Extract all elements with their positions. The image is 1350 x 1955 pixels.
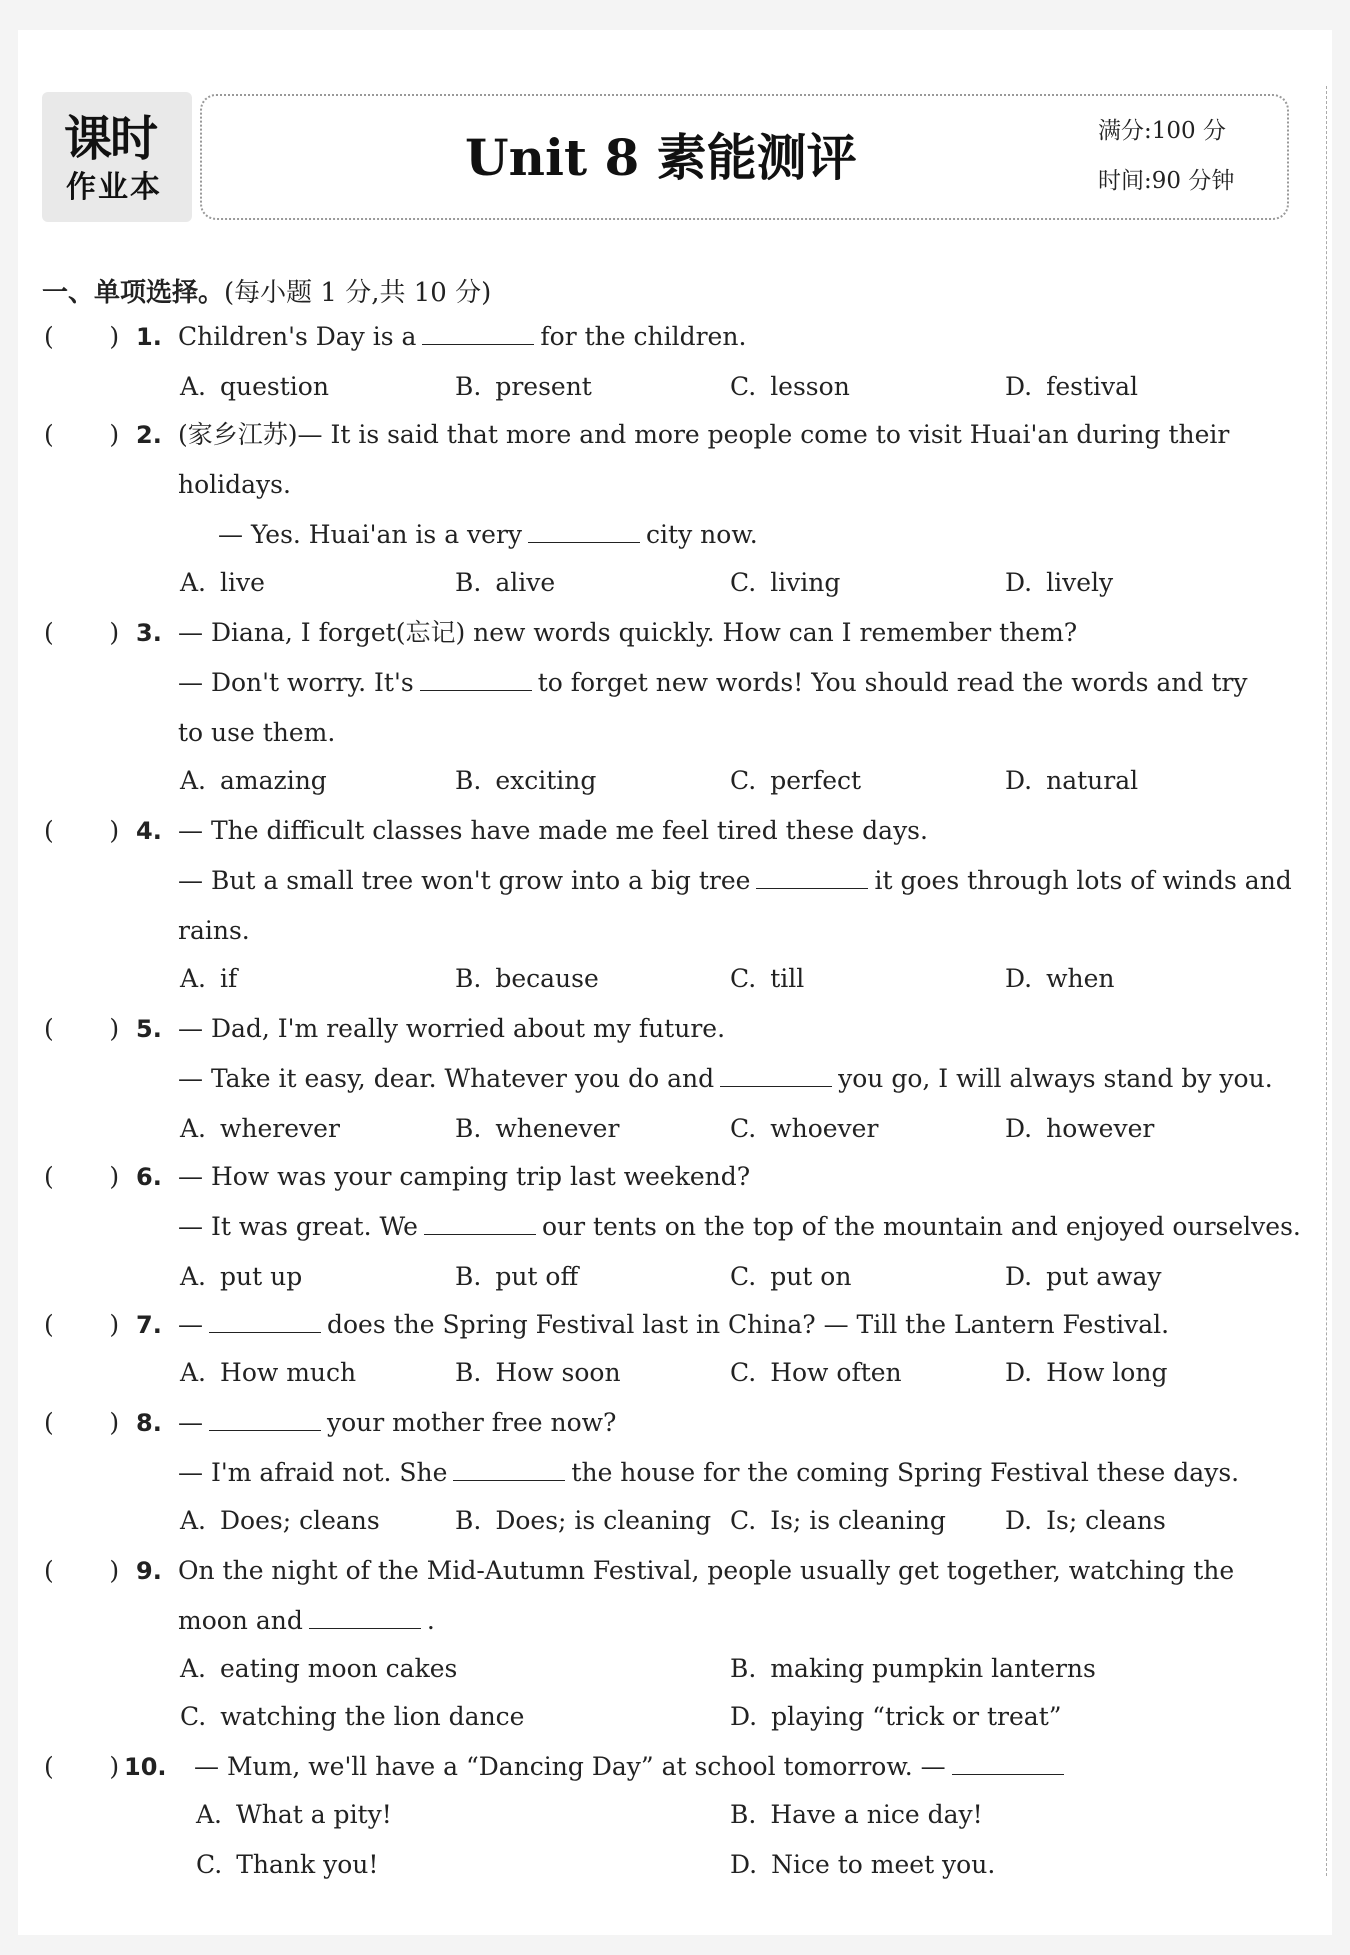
question-text-line [178,1014,725,1044]
option-letter: C. [730,766,757,795]
option-text: wherever [220,1114,340,1143]
answer-option[interactable] [1005,568,1113,598]
answer-option[interactable] [180,766,327,796]
option-letter: C. [180,1702,207,1731]
question-number: 7. [136,1311,162,1339]
answer-bracket[interactable]: ( ) [44,1408,120,1437]
answer-option[interactable] [180,372,329,402]
option-letter: D. [1005,1262,1033,1291]
question-text-after-blank: does the Spring Festival last in China? — Till the Lantern Festival. [327,1310,1170,1339]
question-text-line [178,420,1229,450]
answer-option[interactable] [730,766,861,796]
answer-bracket[interactable]: ( ) [44,1556,120,1585]
answer-blank[interactable] [720,1064,832,1087]
full-score: 满分:100 分 [1098,118,1226,144]
option-text: watching the lion dance [220,1702,525,1731]
option-letter: C. [730,568,757,597]
question-number: 9. [136,1557,162,1585]
question-text: — Yes. Huai'an is a very [218,520,523,549]
question-text: — Don't worry. It's [178,668,414,697]
question-text: moon and [178,1606,303,1635]
question-text: — Diana, I forget(忘记) new words quickly. How can I remember them? [178,618,1078,647]
option-letter: C. [196,1850,223,1879]
option-text: Have a nice day! [770,1800,983,1829]
question-text: to use them. [178,718,336,747]
answer-option[interactable] [455,372,592,402]
option-text: lesson [770,372,850,401]
option-letter: B. [455,766,482,795]
option-text: How long [1046,1358,1168,1387]
answer-option[interactable] [196,1800,392,1830]
question-text: — Take it easy, dear. Whatever you do and [178,1064,715,1093]
question-text: rains. [178,916,250,945]
option-letter: A. [180,1114,207,1143]
option-text: when [1046,964,1115,993]
answer-blank[interactable] [756,866,868,889]
option-text: What a pity! [236,1800,392,1829]
option-text: if [220,964,238,993]
answer-blank[interactable] [422,322,534,345]
logo-line1: 课时 [64,111,157,167]
option-letter: A. [180,1506,207,1535]
answer-option[interactable] [1005,372,1138,402]
margin-divider [1326,86,1327,1876]
option-text: whoever [770,1114,879,1143]
option-text: put away [1046,1262,1162,1291]
option-letter: D. [730,1702,758,1731]
answer-option[interactable] [730,1114,878,1144]
question-text-line [178,1408,616,1438]
option-text: put up [220,1262,303,1291]
question-number: 1. [136,323,162,351]
option-text: Does; is cleaning [495,1506,712,1535]
option-text: playing “trick or treat” [771,1702,1062,1731]
answer-bracket[interactable]: ( ) [44,1014,120,1043]
question-number: 3. [136,619,162,647]
option-letter: D. [1005,372,1033,401]
option-text: whenever [495,1114,620,1143]
question-text-line [178,1064,1273,1094]
question-text-line [178,1556,1234,1586]
question-text-line [218,520,758,550]
option-letter: B. [455,1358,482,1387]
option-letter: D. [1005,1358,1033,1387]
question-text-after-blank: for the children. [540,322,747,351]
option-text: Thank you! [236,1850,379,1879]
question-number: 6. [136,1163,162,1191]
option-letter: B. [455,372,482,401]
answer-option[interactable] [730,1262,851,1292]
option-text: live [220,568,265,597]
answer-option[interactable] [730,568,840,598]
question-text-line [178,618,1077,648]
question-text-after-blank: our tents on the top of the mountain and enjoyed ourselves. [541,1212,1301,1241]
question-text: Children's Day is a [178,322,417,351]
answer-option[interactable] [455,766,596,796]
answer-option[interactable] [730,1358,902,1388]
question-text-line [178,1212,1301,1242]
option-text: amazing [220,766,327,795]
option-text: natural [1046,766,1139,795]
option-letter: A. [180,964,207,993]
option-text: however [1046,1114,1155,1143]
question-text-line [178,718,335,748]
answer-blank[interactable] [209,1310,321,1333]
option-letter: C. [730,372,757,401]
section-points: (每小题 1 分,共 10 分) [224,278,492,308]
option-letter: D. [1005,1506,1033,1535]
answer-option[interactable] [180,1358,356,1388]
answer-option[interactable] [1005,766,1138,796]
option-letter: C. [730,1506,757,1535]
option-letter: B. [455,568,482,597]
question-text-after-blank: to forget new words! You should read the words and try [537,668,1248,697]
option-text: making pumpkin lanterns [770,1654,1096,1683]
time-limit: 时间:90 分钟 [1098,168,1235,194]
option-letter: C. [730,1358,757,1387]
option-text: festival [1046,372,1139,401]
option-letter: D. [730,1850,758,1879]
question-text: — But a small tree won't grow into a big tree [178,866,751,895]
question-text-after-blank: you go, I will always stand by you. [838,1064,1273,1093]
option-text: put on [770,1262,852,1291]
option-text: eating moon cakes [220,1654,458,1683]
answer-option[interactable] [455,1114,619,1144]
answer-option[interactable] [455,1506,711,1536]
question-text-line [178,322,746,352]
question-text-after-blank: your mother free now? [327,1408,617,1437]
answer-option[interactable] [196,1850,378,1880]
answer-option[interactable] [730,1800,983,1830]
option-text: Is; cleans [1046,1506,1166,1535]
question-text-line [194,1752,1070,1782]
answer-bracket[interactable]: ( ) [44,322,120,351]
answer-bracket[interactable]: ( ) [44,1162,120,1191]
answer-blank[interactable] [952,1752,1064,1775]
answer-blank[interactable] [528,520,640,543]
option-letter: A. [180,1654,207,1683]
answer-option[interactable] [180,1506,380,1536]
question-text-line [178,816,928,846]
answer-bracket[interactable]: ( ) [44,1752,120,1781]
answer-bracket[interactable]: ( ) [44,618,120,647]
option-text: put off [495,1262,579,1291]
answer-option[interactable] [1005,1114,1154,1144]
option-text: How soon [495,1358,621,1387]
option-letter: B. [455,1262,482,1291]
question-text: — [178,1408,203,1437]
option-text: alive [495,568,556,597]
answer-blank[interactable] [209,1408,321,1431]
answer-option[interactable] [455,964,599,994]
option-letter: C. [730,1262,757,1291]
answer-option[interactable] [730,1702,1062,1732]
question-text: — It was great. We [178,1212,418,1241]
answer-option[interactable] [1005,1506,1166,1536]
option-letter: A. [180,372,207,401]
question-text: — How was your camping trip last weekend? [178,1162,751,1191]
question-text: — The difficult classes have made me feel tired these days. [178,816,928,845]
question-text-line [178,668,1247,698]
option-text: How often [770,1358,902,1387]
publisher-logo [42,92,192,222]
answer-bracket[interactable]: ( ) [44,420,120,449]
question-text: — Dad, I'm really worried about my future. [178,1014,726,1043]
question-text-line [178,866,1292,896]
answer-option[interactable] [180,1654,457,1684]
question-text-line [178,916,250,946]
answer-option[interactable] [180,568,265,598]
option-letter: A. [180,1262,207,1291]
option-letter: D. [1005,766,1033,795]
option-letter: A. [180,1358,207,1387]
answer-bracket[interactable]: ( ) [44,816,120,845]
answer-option[interactable] [455,1262,578,1292]
section-heading [42,272,491,309]
question-number: 2. [136,421,162,449]
option-letter: B. [455,1506,482,1535]
option-letter: D. [1005,1114,1033,1143]
option-letter: C. [730,964,757,993]
question-number: 5. [136,1015,162,1043]
question-text-after-blank: city now. [646,520,758,549]
answer-option[interactable] [180,1262,302,1292]
option-letter: B. [730,1654,757,1683]
option-letter: D. [1005,568,1033,597]
option-text: because [495,964,599,993]
option-text: Does; cleans [220,1506,380,1535]
answer-blank[interactable] [420,668,532,691]
answer-option[interactable] [180,964,237,994]
answer-option[interactable] [730,1850,995,1880]
option-text: How much [220,1358,357,1387]
option-letter: C. [730,1114,757,1143]
answer-blank[interactable] [453,1458,565,1481]
option-text: Is; is cleaning [770,1506,946,1535]
option-text: question [220,372,329,401]
answer-option[interactable] [1005,1262,1162,1292]
answer-option[interactable] [730,964,804,994]
option-letter: B. [455,1114,482,1143]
option-letter: A. [180,766,207,795]
question-text-line [178,1606,435,1636]
question-text-line [178,1458,1239,1488]
answer-option[interactable] [455,568,555,598]
answer-option[interactable] [1005,1358,1167,1388]
option-letter: A. [180,568,207,597]
option-text: lively [1046,568,1114,597]
question-number: 8. [136,1409,162,1437]
option-text: present [495,372,592,401]
option-text: till [770,964,805,993]
question-text: — [178,1310,203,1339]
option-text: exciting [495,766,597,795]
page-title: Unit 8 素能测评 [465,128,857,187]
question-text-line [178,470,291,500]
option-letter: B. [730,1800,757,1829]
question-text: holidays. [178,470,291,499]
answer-option[interactable] [730,1506,946,1536]
section-title: 一、单项选择。 [42,278,225,308]
answer-bracket[interactable]: ( ) [44,1310,120,1339]
question-text-line [178,1310,1169,1340]
question-text-after-blank: the house for the coming Spring Festival these days. [571,1458,1240,1487]
question-text-after-blank: . [426,1606,435,1635]
question-number: 10. [124,1753,167,1781]
option-text: Nice to meet you. [771,1850,996,1879]
answer-option[interactable] [180,1702,524,1732]
question-number: 4. [136,817,162,845]
question-text-line [178,1162,750,1192]
option-text: living [770,568,841,597]
answer-option[interactable] [455,1358,621,1388]
option-letter: D. [1005,964,1033,993]
option-letter: A. [196,1800,223,1829]
question-text: — Mum, we'll have a “Dancing Day” at school tomorrow. — [194,1752,946,1781]
answer-option[interactable] [730,1654,1096,1684]
question-text: On the night of the Mid-Autumn Festival, people usually get together, watching the [178,1556,1235,1585]
answer-option[interactable] [1005,964,1115,994]
logo-line2: 作业本 [66,170,162,205]
answer-option[interactable] [180,1114,340,1144]
answer-option[interactable] [730,372,850,402]
question-text: (家乡江苏)— It is said that more and more people come to visit Huai'an during their [178,420,1230,449]
answer-blank[interactable] [424,1212,536,1235]
answer-blank[interactable] [309,1606,421,1629]
question-text: — I'm afraid not. She [178,1458,448,1487]
option-text: perfect [770,766,862,795]
question-text-after-blank: it goes through lots of winds and [874,866,1292,895]
option-letter: B. [455,964,482,993]
